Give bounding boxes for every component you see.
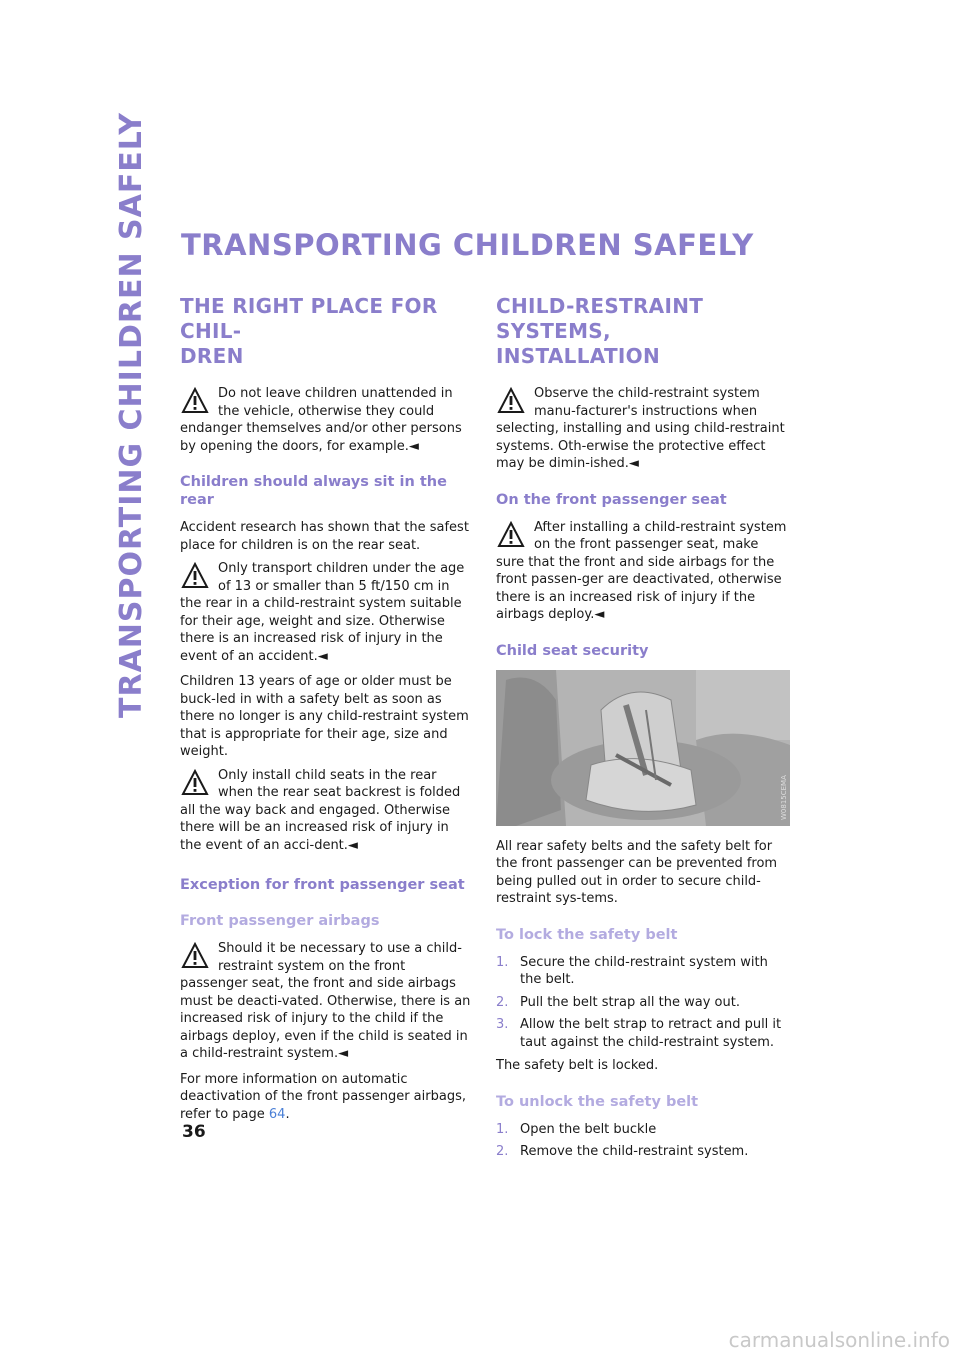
paragraph-research: Accident research has shown that the safest place for children is on the rear seat. — [180, 520, 469, 553]
warning-age — [180, 560, 474, 665]
step-text: Remove the child-restraint system. — [520, 1144, 749, 1159]
step-number: 1. — [496, 1121, 509, 1137]
warning-triangle-icon — [181, 562, 209, 590]
warning-backrest — [180, 767, 474, 855]
warning-triangle-icon — [497, 387, 525, 415]
paragraph-belts: All rear safety belts and the safety belt for the front passenger can be prevented from being pulled out in order to secure child-restraint sys-tems. — [496, 838, 778, 906]
child-seat-photo — [496, 670, 790, 826]
warning-text: Should it be necessary to use a child-restraint system on the front passenger seat, the front and side airbags must be deacti-vated. Otherwise, there is an increased risk of injury to the child if the airbags deploy, even if the child is seated in a child-restraint system.◄ — [180, 941, 471, 1061]
list-item — [496, 954, 790, 989]
warning-triangle-icon — [497, 521, 525, 549]
warning-text: Only install child seats in the rear when the rear seat backrest is folded all the way back and engaged. Otherwise there will be an increased risk of injury in the event of an acci-dent.◄ — [180, 767, 461, 853]
step-number: 3. — [496, 1017, 509, 1032]
list-item — [496, 1016, 790, 1051]
heading-front-seat: On the front passenger seat — [496, 491, 727, 508]
side-chapter-title: TRANSPORTING CHILDREN SAFELY — [114, 112, 149, 718]
paragraph-older: Children 13 years of age or older must be buck-led in with a safety belt as soon as there no longer is any child-restraint system that is appropriate for their age, size and weight. — [180, 674, 469, 759]
more-info-end: . — [285, 1106, 290, 1122]
step-text: Open the belt buckle — [520, 1121, 657, 1137]
page-number: 36 — [182, 1122, 206, 1142]
warning-airbags — [180, 940, 474, 1063]
step-text: Pull the belt strap all the way out. — [520, 994, 740, 1010]
warning-text: Do not leave children unattended in the vehicle, otherwise they could endanger themselves and/or other persons by opening the doors, for example.◄ — [180, 386, 462, 454]
warning-unattended — [180, 385, 474, 455]
step-text: Allow the belt strap to retract and pull it taut against the child-restraint system. — [520, 1017, 782, 1050]
warning-triangle-icon — [181, 769, 209, 797]
page-link[interactable]: 64 — [268, 1106, 286, 1122]
warning-triangle-icon — [181, 387, 209, 415]
heading-exception: Exception for front passenger seat — [180, 877, 465, 893]
step-text: Secure the child-restraint system with the belt. — [520, 954, 768, 987]
paragraph-locked: The safety belt is locked. — [496, 1058, 659, 1073]
list-item — [496, 994, 790, 1012]
lock-steps-list — [496, 954, 790, 1052]
warning-manufacturer — [496, 385, 790, 473]
warning-front-airbags — [496, 519, 790, 624]
heading-lock: To lock the safety belt — [496, 926, 678, 943]
list-item — [496, 1143, 790, 1161]
heading-airbags: Front passenger airbags — [180, 913, 380, 929]
warning-text: Only transport children under the age of 13 or smaller than 5 ft/150 cm in the rear in a child-restraint system suitable for their age, weight and size. Otherwise there is an increased risk of injury in the event of an accident.◄ — [180, 561, 465, 664]
heading-unlock: To unlock the safety belt — [496, 1093, 699, 1110]
step-number: 2. — [496, 994, 509, 1010]
step-number: 2. — [496, 1144, 509, 1159]
paragraph-more-info — [180, 1071, 474, 1124]
heading-right-place: THE RIGHT PLACE FOR CHIL- DREN — [180, 294, 438, 368]
right-column — [496, 294, 790, 1167]
step-number: 1. — [496, 954, 509, 970]
more-info-text: For more information on automatic deactivation of the front passenger airbags, refer to page — [180, 1071, 466, 1122]
heading-rear: Children should always sit in the rear — [180, 474, 447, 508]
unlock-steps-list — [496, 1121, 790, 1161]
warning-text: Observe the child-restraint system manu-facturer's instructions when selecting, installing and using child-restraint systems. Oth-erwise the protective effect may be dimin-ished.◄ — [496, 386, 785, 471]
left-column — [180, 294, 474, 1129]
warning-triangle-icon — [181, 942, 209, 970]
page-title: TRANSPORTING CHILDREN SAFELY — [181, 228, 754, 262]
list-item — [496, 1121, 790, 1139]
heading-systems: CHILD-RESTRAINT SYSTEMS, INSTALLATION — [496, 294, 704, 368]
photo-code: W0815CEMA — [780, 774, 788, 820]
watermark: carmanualsonline.info — [728, 1328, 950, 1352]
heading-security: Child seat security — [496, 642, 649, 659]
child-seat-illustration — [496, 670, 790, 826]
warning-text: After installing a child-restraint system on the front passenger seat, make sure that the front and side airbags for the front passen-ger are deactivated, otherwise there is an increased risk of injury if the airbags deploy.◄ — [496, 519, 787, 622]
